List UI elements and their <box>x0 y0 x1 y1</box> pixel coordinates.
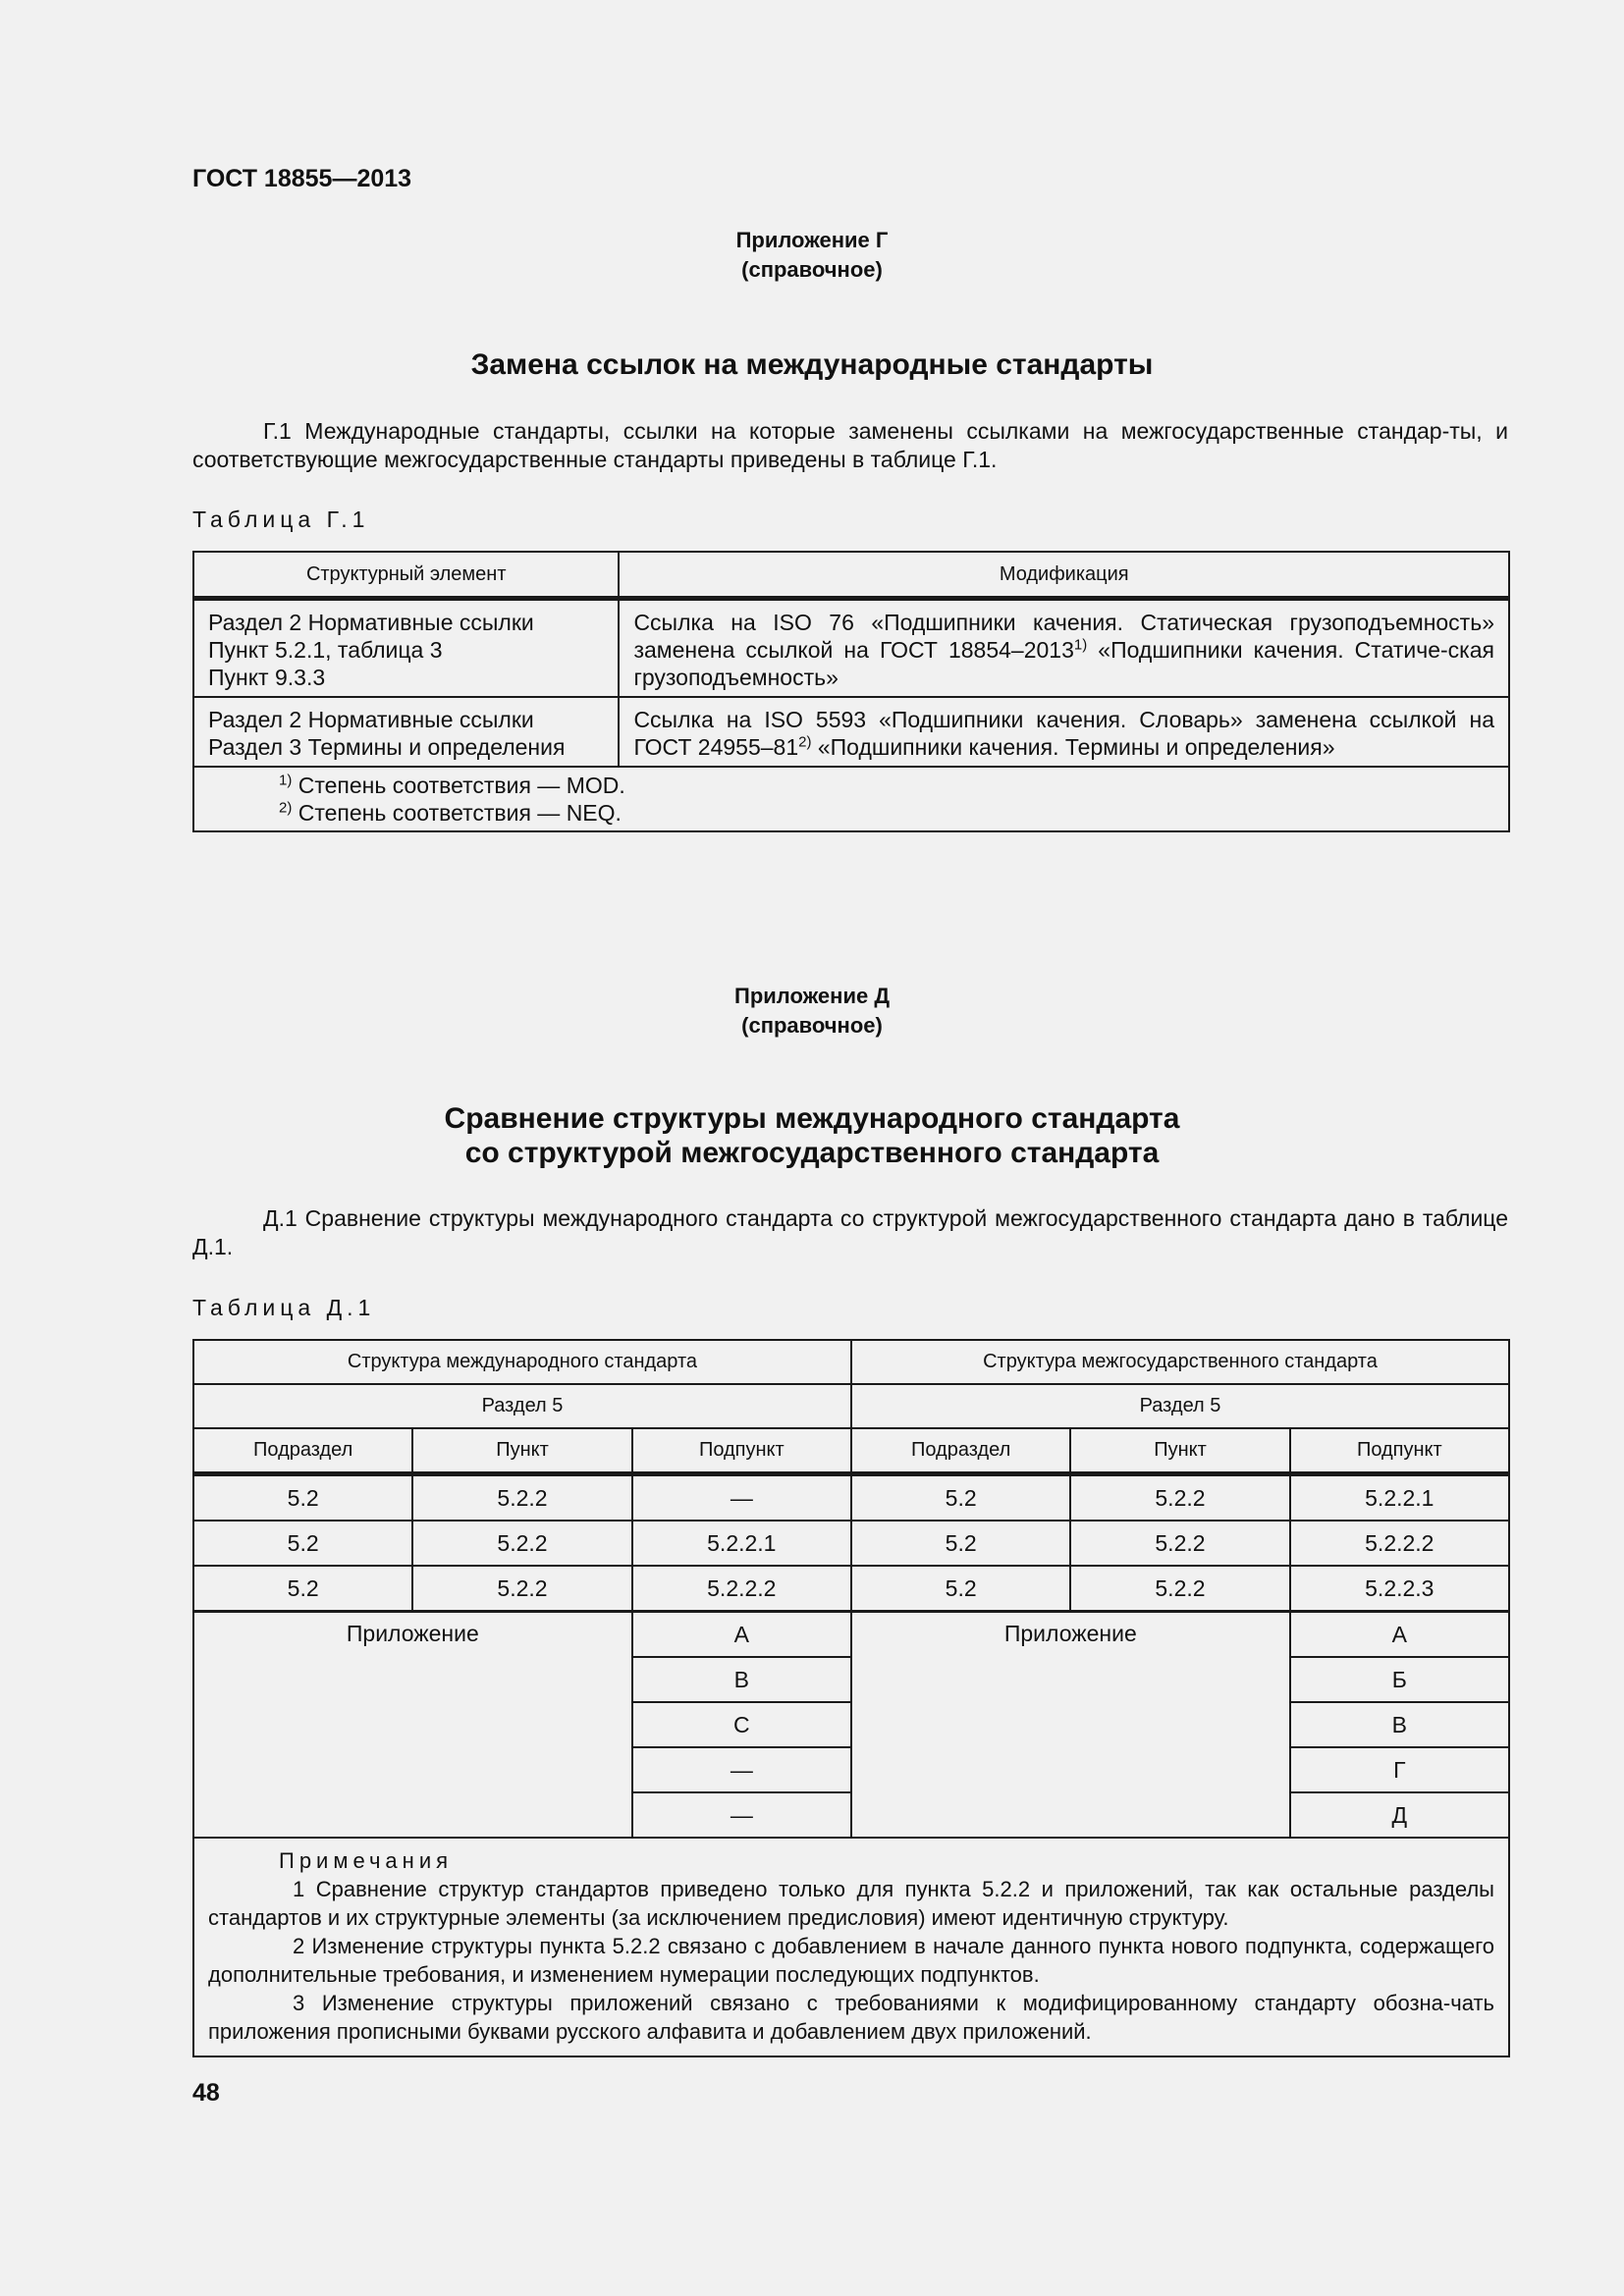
table-cell: 5.2.2 <box>412 1566 631 1612</box>
appendix-label-intl: Приложение <box>193 1612 632 1839</box>
document-id: ГОСТ 18855—2013 <box>192 165 412 192</box>
appendix-d-type: (справочное) <box>741 1013 883 1038</box>
note-item: 1 Сравнение структур стандартов приведено только для пункта 5.2.2 и приложений, так как остальные разделы стандартов и их структурные элементы (за исключением предисловия) имеют идентичную структуру. <box>208 1877 1494 1930</box>
table-row <box>193 1521 1509 1566</box>
footnote-mark: 2) <box>279 799 293 817</box>
table-row <box>193 1566 1509 1612</box>
interstate-structure-header: Структура межгосударственного стандарта <box>851 1340 1509 1384</box>
structural-element-cell <box>193 697 619 767</box>
structural-element-cell <box>193 599 619 698</box>
modification-cell <box>619 697 1509 767</box>
paragraph-number: Д.1 <box>263 1205 298 1231</box>
table-cell: 5.2 <box>851 1474 1070 1522</box>
appendix-label-interstate: Приложение <box>851 1612 1290 1839</box>
appendix-d-heading-line1: Сравнение структуры международного стандарта <box>444 1102 1180 1135</box>
appendix-g-paragraph <box>192 417 1508 474</box>
table-footnotes <box>193 767 1509 831</box>
cell-line: Раздел 2 Нормативные ссылки <box>208 610 534 635</box>
table-cell: 5.2 <box>193 1521 412 1566</box>
footnote <box>279 772 1508 799</box>
paragraph-text: Сравнение структуры международного стандарта со структурой межгосударственного стандарта дано в таблице Д.1. <box>192 1205 1508 1259</box>
table-cell: 5.2.2.2 <box>1290 1521 1509 1566</box>
table-cell: 5.2.2.3 <box>1290 1566 1509 1612</box>
cell-text: Ссылка на ISO 76 «Подшипники качения. Статическая грузоподъемность» заменена ссылкой на ГОСТ 18854–2013 <box>633 610 1494 663</box>
appendix-row <box>193 1612 1509 1658</box>
appendix-letter-interstate: А <box>1290 1612 1509 1658</box>
table-cell: 5.2 <box>193 1566 412 1612</box>
table-cell: 5.2.2.1 <box>1290 1474 1509 1522</box>
cell-line: Пункт 5.2.1, таблица 3 <box>208 637 443 663</box>
table-row <box>193 1474 1509 1522</box>
appendix-letter-interstate: Д <box>1290 1792 1509 1838</box>
table-g1 <box>192 551 1510 832</box>
footnote-text: Степень соответствия — NEQ. <box>292 800 622 826</box>
notes-title: Примечания <box>279 1848 454 1873</box>
cell-line: Пункт 9.3.3 <box>208 665 326 690</box>
table-cell: 5.2 <box>851 1521 1070 1566</box>
table-cell: 5.2 <box>193 1474 412 1522</box>
appendix-d-paragraph <box>192 1204 1508 1261</box>
cell-text: «Подшипники качения. Статиче-ская грузоподъемность» <box>633 637 1494 690</box>
cell-text: Ссылка на ISO 5593 «Подшипники качения. Словарь» заменена ссылкой на ГОСТ 24955–81 <box>633 707 1494 760</box>
section-header: Раздел 5 <box>193 1384 851 1428</box>
table-cell: 5.2.2 <box>1070 1474 1289 1522</box>
note-item: 3 Изменение структуры приложений связано с требованиями к модифицированному стандарту обозна-чать приложения прописными буквами русского алфавита и добавлением двух приложений. <box>208 1991 1494 2044</box>
cell-line: Раздел 2 Нормативные ссылки <box>208 707 534 732</box>
cell-text: «Подшипники качения. Термины и определения» <box>811 734 1335 760</box>
column-header: Подпункт <box>632 1428 851 1474</box>
appendix-letter-interstate: Б <box>1290 1657 1509 1702</box>
table-cell: 5.2.2 <box>412 1474 631 1522</box>
table-cell: 5.2 <box>851 1566 1070 1612</box>
column-header: Подраздел <box>193 1428 412 1474</box>
appendix-letter-intl: C <box>632 1702 851 1747</box>
appendix-g-type: (справочное) <box>741 257 883 282</box>
table-cell: 5.2.2 <box>1070 1521 1289 1566</box>
page-number: 48 <box>192 2079 220 2107</box>
table-d1 <box>192 1339 1510 2057</box>
intl-structure-header: Структура международного стандарта <box>193 1340 851 1384</box>
table-g1-caption: Таблица Г.1 <box>192 507 370 532</box>
paragraph-number: Г.1 <box>263 418 292 444</box>
table-cell: 5.2.2.2 <box>632 1566 851 1612</box>
appendix-letter-interstate: Г <box>1290 1747 1509 1792</box>
footnote-mark: 1) <box>1073 636 1088 654</box>
modification-cell <box>619 599 1509 698</box>
appendix-g-heading: Замена ссылок на международные стандарты <box>470 348 1154 381</box>
footnote-mark: 2) <box>798 733 812 751</box>
appendix-letter-intl: A <box>632 1612 851 1658</box>
table-row <box>193 599 1509 698</box>
column-header: Пункт <box>1070 1428 1289 1474</box>
column-header: Подпункт <box>1290 1428 1509 1474</box>
column-header: Подраздел <box>851 1428 1070 1474</box>
table-cell: 5.2.2 <box>412 1521 631 1566</box>
column-header: Модификация <box>619 552 1509 599</box>
appendix-letter-intl: — <box>632 1792 851 1838</box>
appendix-letter-interstate: В <box>1290 1702 1509 1747</box>
table-notes <box>193 1838 1509 2056</box>
appendix-d-title: Приложение Д <box>734 984 890 1008</box>
section-header: Раздел 5 <box>851 1384 1509 1428</box>
table-cell: 5.2.2 <box>1070 1566 1289 1612</box>
table-cell: — <box>632 1474 851 1522</box>
footnote <box>279 799 1508 827</box>
footnote-mark: 1) <box>279 772 293 789</box>
appendix-letter-intl: B <box>632 1657 851 1702</box>
footnote-text: Степень соответствия — MOD. <box>292 773 625 798</box>
table-cell: 5.2.2.1 <box>632 1521 851 1566</box>
paragraph-text: Международные стандарты, ссылки на которые заменены ссылками на межгосударственные стандар-ты, и соответствующие межгосударственные стандарты приведены в таблице Г.1. <box>192 418 1508 472</box>
cell-line: Раздел 3 Термины и определения <box>208 734 566 760</box>
appendix-g-title: Приложение Г <box>735 228 889 252</box>
appendix-letter-intl: — <box>632 1747 851 1792</box>
note-item: 2 Изменение структуры пункта 5.2.2 связано с добавлением в начале данного пункта нового подпункта, содержащего дополнительные требования, и изменением нумерации последующих подпунктов. <box>208 1934 1494 1987</box>
table-row <box>193 697 1509 767</box>
table-d1-caption: Таблица Д.1 <box>192 1295 376 1320</box>
column-header: Структурный элемент <box>193 552 619 599</box>
column-header: Пункт <box>412 1428 631 1474</box>
appendix-d-heading-line2: со структурой межгосударственного стандарта <box>464 1137 1160 1169</box>
